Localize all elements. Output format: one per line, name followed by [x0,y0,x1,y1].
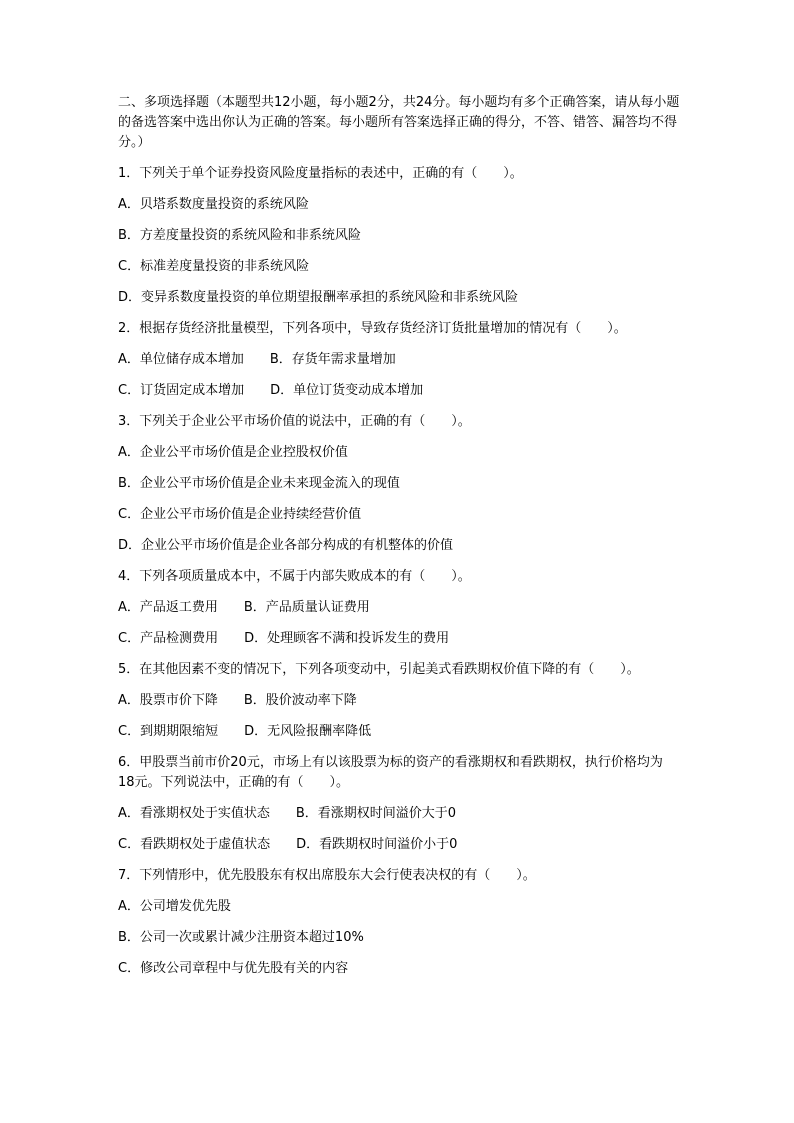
question-3-option-c: C．企业公平市场价值是企业持续经营价值 [118,507,362,522]
question-5-stem: 5．在其他因素不变的情况下，下列各项变动中，引起美式看跌期权价值下降的有（ ）。 [118,662,640,677]
question-7-option-b: B．公司一次或累计减少注册资本超过10% [118,930,364,945]
question-7-option-c: C．修改公司章程中与优先股有关的内容 [118,961,349,976]
question-1-stem: 1．下列关于单个证券投资风险度量指标的表述中，正确的有（ ）。 [118,166,523,181]
question-2-options-cd: C．订货固定成本增加 D．单位订货变动成本增加 [118,383,424,398]
question-1-option-b: B．方差度量投资的系统风险和非系统风险 [118,228,361,243]
document-page [118,93,688,990]
section-intro: 二、多项选择题（本题型共12小题，每小题2分，共24分。每小题均有多个正确答案，请从每小题的备选答案中选出你认为正确的答案。每小题所有答案选择正确的得分，不答、错答、漏答均不得分。） [118,95,680,150]
question-7-stem: 7．下列情形中，优先股股东有权出席股东大会行使表决权的有（ ）。 [118,868,536,883]
question-3-stem: 3．下列关于企业公平市场价值的说法中，正确的有（ ）。 [118,414,471,429]
question-6-options-ab: A．看涨期权处于实值状态 B．看涨期权时间溢价大于0 [118,806,457,821]
question-5-options-ab: A．股票市价下降 B．股价波动率下降 [118,693,357,708]
question-1-option-c: C．标准差度量投资的非系统风险 [118,259,310,274]
question-6-stem: 6．甲股票当前市价20元，市场上有以该股票为标的资产的看涨期权和看跌期权，执行价格均为18元。下列说法中，正确的有（ ）。 [118,755,663,790]
question-1-option-a: A．贝塔系数度量投资的系统风险 [118,197,309,212]
question-3-option-a: A．企业公平市场价值是企业控股权价值 [118,445,348,460]
question-5-options-cd: C．到期期限缩短 D．无风险报酬率降低 [118,724,372,739]
question-2-options-ab: A．单位储存成本增加 B．存货年需求量增加 [118,352,396,367]
question-4-stem: 4．下列各项质量成本中，不属于内部失败成本的有（ ）。 [118,569,471,584]
question-3-option-d: D．企业公平市场价值是企业各部分构成的有机整体的价值 [118,538,454,553]
question-6-options-cd: C．看跌期权处于虚值状态 D．看跌期权时间溢价小于0 [118,837,458,852]
question-1-option-d: D．变异系数度量投资的单位期望报酬率承担的系统风险和非系统风险 [118,290,519,305]
question-4-options-cd: C．产品检测费用 D．处理顾客不满和投诉发生的费用 [118,631,450,646]
question-2-stem: 2．根据存货经济批量模型，下列各项中，导致存货经济订货批量增加的情况有（ ）。 [118,321,627,336]
question-7-option-a: A．公司增发优先股 [118,899,231,914]
question-3-option-b: B．企业公平市场价值是企业未来现金流入的现值 [118,476,400,491]
question-4-options-ab: A．产品返工费用 B．产品质量认证费用 [118,600,370,615]
